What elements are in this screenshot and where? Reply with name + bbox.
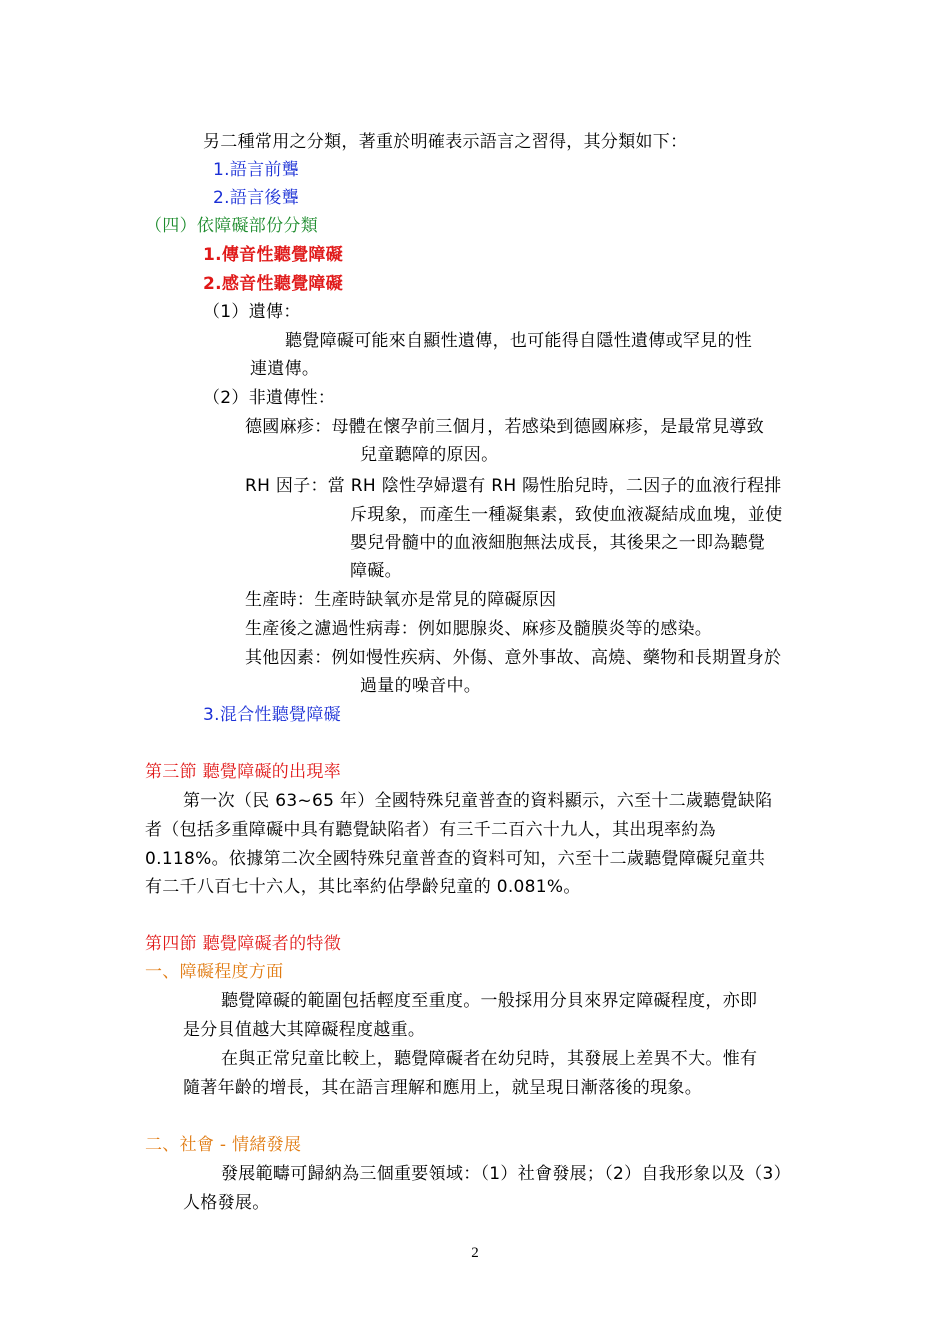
intro-item-1: 1.語言前聾 — [213, 160, 300, 180]
page-number: 2 — [471, 1245, 479, 1261]
sub2-text-1: 發展範疇可歸納為三個重要領域：（1）社會發展；（2）自我形象以及（3） — [221, 1164, 791, 1184]
sub2-title: 二、社會 - 情緒發展 — [145, 1135, 302, 1155]
intro-item-2: 2.語言後聾 — [213, 188, 300, 208]
intro-line: 另二種常用之分類，著重於明確表示語言之習得，其分類如下： — [203, 132, 688, 152]
section4-heading: （四）依障礙部份分類 — [145, 216, 318, 236]
item3-heading: 3.混合性聽覺障礙 — [203, 705, 341, 725]
rh-text-1: RH 因子：當 RH 陰性孕婦還有 RH 陽性胎兒時，二因子的血液行程排 — [245, 476, 782, 496]
item1-heading: 1.傳音性聽覺障礙 — [203, 245, 343, 265]
birth-text: 生產時：生產時缺氧亦是常見的障礙原因 — [245, 590, 557, 610]
genetic-text-2: 連遺傳。 — [250, 359, 320, 379]
other-text-2: 過量的噪音中。 — [360, 676, 482, 696]
postbirth-text: 生產後之濾過性病毒：例如腮腺炎、麻疹及髓膜炎等的感染。 — [245, 619, 713, 639]
section3-text-1: 第一次（民 63~65 年）全國特殊兒童普查的資料顯示，六至十二歲聽覺缺陷 — [183, 791, 773, 811]
sub1-title: 一、障礙程度方面 — [145, 962, 284, 982]
sub1-text-3: 在與正常兒童比較上，聽覺障礙者在幼兒時，其發展上差異不大。惟有 — [221, 1049, 758, 1069]
rh-text-3: 嬰兒骨髓中的血液細胞無法成長，其後果之一即為聽覺 — [350, 533, 766, 553]
sub2-text-2: 人格發展。 — [183, 1193, 270, 1213]
other-text-1: 其他因素：例如慢性疾病、外傷、意外事故、高燒、藥物和長期置身於 — [245, 648, 782, 668]
genetic-text-1: 聽覺障礙可能來自顯性遺傳，也可能得自隱性遺傳或罕見的性 — [285, 331, 753, 351]
nongenetic-label: （2）非遺傳性： — [203, 388, 336, 408]
genetic-label: （1）遺傳： — [203, 302, 301, 322]
sub1-text-4: 隨著年齡的增長，其在語言理解和應用上，就呈現日漸落後的現象。 — [183, 1078, 702, 1098]
rh-text-2: 斥現象，而產生一種凝集素，致使血液凝結成血塊，並使 — [350, 505, 783, 525]
section3-text-4: 有二千八百七十六人，其比率約佔學齡兒童的 0.081%。 — [145, 877, 581, 897]
section4-title: 第四節 聽覺障礙者的特徵 — [145, 934, 342, 954]
rh-text-4: 障礙。 — [350, 561, 402, 581]
item2-heading: 2.感音性聽覺障礙 — [203, 274, 343, 294]
section3-title: 第三節 聽覺障礙的出現率 — [145, 762, 342, 782]
sub1-text-2: 是分貝值越大其障礙程度越重。 — [183, 1020, 426, 1040]
section3-text-3: 0.118%。依據第二次全國特殊兒童普查的資料可知，六至十二歲聽覺障礙兒童共 — [145, 849, 766, 869]
rubella-text-2: 兒童聽障的原因。 — [360, 445, 499, 465]
rubella-text-1: 德國麻疹：母體在懷孕前三個月，若感染到德國麻疹，是最常見導致 — [245, 417, 764, 437]
section3-text-2: 者（包括多重障礙中具有聽覺缺陷者）有三千二百六十九人，其出現率約為 — [145, 820, 716, 840]
sub1-text-1: 聽覺障礙的範圍包括輕度至重度。一般採用分貝來界定障礙程度，亦即 — [221, 991, 758, 1011]
